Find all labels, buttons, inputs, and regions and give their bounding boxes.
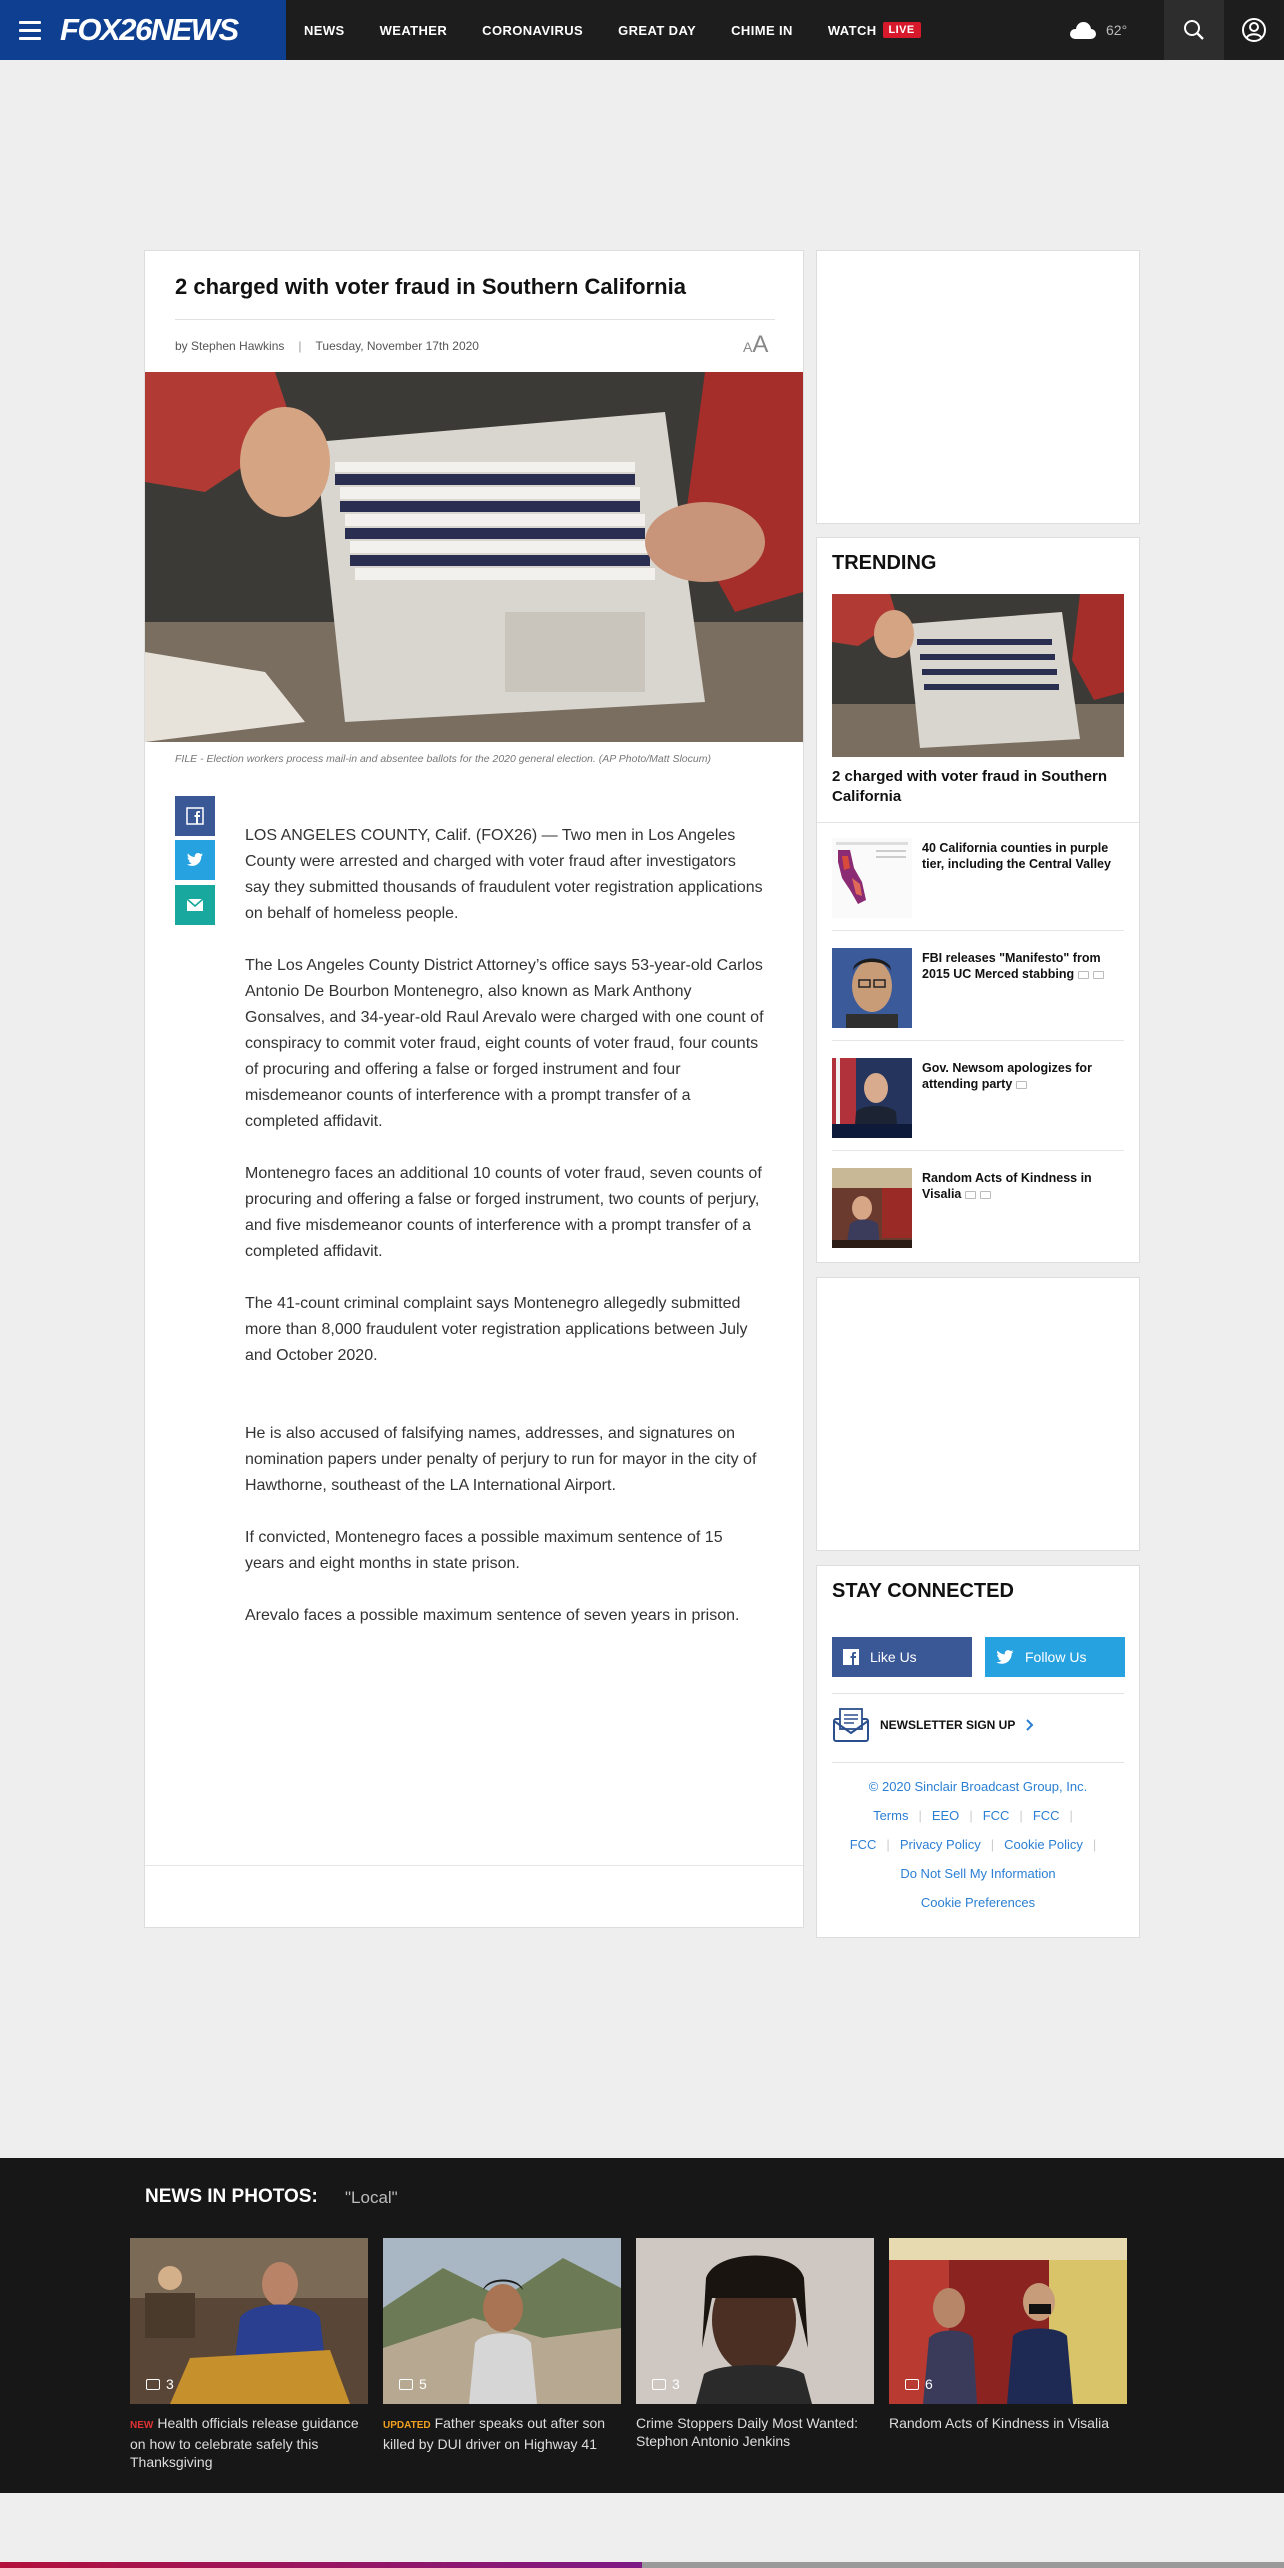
stay-connected-panel	[816, 1565, 1140, 1938]
copyright: © 2020 Sinclair Broadcast Group, Inc.	[868, 1779, 1088, 1794]
trending-item[interactable]	[832, 1168, 1124, 1248]
trending-hero-title[interactable]: 2 charged with voter fraud in Southern California	[832, 768, 1108, 805]
eeo-link[interactable]: EEO	[931, 1808, 960, 1823]
article-card	[144, 250, 804, 1928]
video-icon	[1078, 971, 1089, 979]
trending-item-title	[922, 1170, 1127, 1202]
video-icon	[965, 1191, 976, 1199]
footer-links-row	[817, 1895, 1139, 1910]
hero-image	[145, 372, 803, 742]
gallery-thumbnail	[636, 2238, 874, 2404]
byline-separator: |	[298, 339, 302, 353]
photo-count	[399, 2376, 427, 2392]
trending-item-title-text: Gov. Newsom apologizes for attending party	[922, 1061, 1092, 1091]
live-badge: LIVE	[883, 22, 921, 38]
photo-gallery-card[interactable]	[889, 2238, 1127, 2432]
trending-thumbnail	[832, 948, 912, 1028]
photo-gallery-card[interactable]	[383, 2238, 621, 2453]
camera-icon	[146, 2379, 160, 2390]
video-icon	[1016, 1081, 1027, 1089]
trending-thumbnail	[832, 838, 912, 918]
fcc-link[interactable]: FCC	[1032, 1808, 1060, 1823]
gallery-caption	[383, 2414, 621, 2453]
newsletter-label: NEWSLETTER SIGN UP	[880, 1718, 1016, 1732]
newsletter-signup-link[interactable]	[832, 1707, 1035, 1743]
twitter-follow-button[interactable]	[985, 1637, 1125, 1677]
article-paragraph: Arevalo faces a possible maximum sentence of seven years in prison.	[245, 1607, 740, 1624]
facebook-like-label: Like Us	[870, 1649, 917, 1665]
newsletter-envelope-icon	[832, 1707, 870, 1743]
facebook-like-button[interactable]	[832, 1637, 972, 1677]
article-paragraph: LOS ANGELES COUNTY, Calif. (FOX26) — Two men in Los Angeles County were arrested and charged with voter fraud after investigators say they submitted thousands of fraudulent voter registration applications on behalf of homeless people.	[245, 827, 763, 922]
camera-icon	[905, 2379, 919, 2390]
trending-item-title	[922, 950, 1127, 982]
photo-count-value: 5	[419, 2376, 427, 2392]
trending-item-divider	[832, 1040, 1124, 1041]
trending-item-title-text: Random Acts of Kindness in Visalia	[922, 1171, 1092, 1201]
fcc-link[interactable]: FCC	[849, 1837, 877, 1852]
stay-divider	[832, 1693, 1124, 1694]
cookie-policy-link[interactable]: Cookie Policy	[1004, 1837, 1083, 1852]
photos-heading: NEWS IN PHOTOS:	[145, 2186, 318, 2207]
article-paragraph: If convicted, Montenegro faces a possible maximum sentence of 15 years and eight months in state prison.	[245, 1529, 723, 1572]
trending-item-title-text: FBI releases "Manifesto" from 2015 UC Merced stabbing	[922, 951, 1101, 981]
photos-category: "Local"	[345, 2188, 398, 2207]
trending-item-title: 40 California counties in purple tier, including the Central Valley	[922, 841, 1111, 871]
photo-count	[652, 2376, 680, 2392]
trending-item[interactable]	[832, 838, 1124, 918]
photo-count	[146, 2376, 174, 2392]
brand-block	[0, 0, 286, 60]
publish-date: Tuesday, November 17th 2020	[315, 339, 479, 353]
search-icon	[1183, 19, 1205, 41]
user-icon	[1241, 17, 1267, 43]
byline	[175, 339, 479, 353]
photo-count	[905, 2376, 933, 2392]
trending-divider	[817, 822, 1139, 823]
facebook-icon	[842, 1648, 860, 1666]
stay-divider	[832, 1762, 1124, 1763]
search-button[interactable]	[1164, 0, 1224, 60]
article-paragraph: He is also accused of falsifying names, addresses, and signatures on nomination papers under penalty of perjury to run for mayor in the city of Hawthorne, southeast of the LA International Airport.	[245, 1425, 757, 1494]
account-button[interactable]	[1224, 0, 1284, 60]
trending-item[interactable]	[832, 948, 1124, 1028]
gallery-caption: Random Acts of Kindness in Visalia	[889, 2415, 1109, 2431]
camera-icon	[399, 2379, 413, 2390]
image-caption: FILE - Election workers process mail-in and absentee ballots for the 2020 general election. (AP Photo/Matt Slocum)	[175, 753, 711, 765]
article-footer-divider	[145, 1865, 803, 1866]
article-paragraph: Montenegro faces an additional 10 counts of voter fraud, seven counts of procuring and offering a false or forged instrument, two counts of perjury, and five misdemeanor counts of interference with a prompt transfer of a completed affidavit.	[245, 1165, 762, 1260]
title-divider	[175, 319, 775, 320]
twitter-icon	[186, 852, 204, 868]
trending-item-title	[922, 1060, 1127, 1092]
comment-icon	[1093, 971, 1104, 979]
trending-item[interactable]	[832, 1058, 1124, 1138]
do-not-sell-link[interactable]: Do Not Sell My Information	[900, 1866, 1056, 1881]
trending-heading: TRENDING	[832, 552, 937, 574]
footer-links-row	[817, 1866, 1139, 1881]
chevron-right-icon	[1025, 1719, 1035, 1731]
gallery-thumbnail	[130, 2238, 368, 2404]
trending-hero-image[interactable]	[832, 594, 1124, 757]
share-twitter-button[interactable]	[175, 840, 215, 880]
share-email-button[interactable]	[175, 885, 215, 925]
updated-badge: UPDATED	[383, 2420, 431, 2431]
cloud-icon	[1068, 21, 1098, 39]
sidebar-ad-slot	[816, 1277, 1140, 1551]
photo-gallery-card[interactable]	[130, 2238, 368, 2471]
top-navigation-bar	[0, 0, 1284, 60]
stay-connected-heading: STAY CONNECTED	[832, 1580, 1014, 1602]
nav-coronavirus[interactable]: CORONAVIRUS	[482, 22, 584, 38]
nav-great-day[interactable]: GREAT DAY	[618, 22, 697, 38]
cookie-preferences-link[interactable]: Cookie Preferences	[920, 1895, 1036, 1910]
twitter-icon	[995, 1649, 1015, 1666]
temperature: 62°	[1106, 22, 1128, 38]
photo-count-value: 3	[166, 2376, 174, 2392]
facebook-icon	[186, 807, 204, 825]
sidebar-ad-slot	[816, 250, 1140, 524]
trending-item-divider	[832, 1150, 1124, 1151]
nav-weather[interactable]: WEATHER	[379, 22, 448, 38]
envelope-icon	[186, 898, 204, 912]
footer-links-row: Terms | EEO | FCC | FCC |	[873, 1808, 1073, 1823]
twitter-follow-label: Follow Us	[1025, 1649, 1087, 1665]
nav-news[interactable]: NEWS	[304, 22, 345, 38]
share-facebook-button[interactable]	[175, 796, 215, 836]
terms-link[interactable]: Terms	[873, 1808, 909, 1823]
article-title: 2 charged with voter fraud in Southern California	[175, 274, 686, 299]
gallery-caption: Crime Stoppers Daily Most Wanted: Stephon Antonio Jenkins	[636, 2415, 858, 2449]
new-badge: NEW	[130, 2420, 154, 2431]
nav-watch-label: WATCH	[827, 22, 877, 38]
fcc-link[interactable]: FCC	[982, 1808, 1010, 1823]
footer-links-row: FCC | Privacy Policy | Cookie Policy |	[849, 1837, 1097, 1852]
trending-thumbnail	[832, 1168, 912, 1248]
trending-thumbnail	[832, 1058, 912, 1138]
news-in-photos-strip	[0, 2158, 1284, 2493]
trending-panel	[816, 537, 1140, 1263]
nav-watch-live[interactable]	[828, 22, 921, 38]
font-size-toggle-icon[interactable]: AA	[743, 331, 769, 358]
bottom-color-bar	[0, 2562, 1284, 2568]
article-paragraph: The Los Angeles County District Attorney’s office says 53-year-old Carlos Antonio De Bourbon Montenegro, also known as Mark Anthony Gonsalves, and 34-year-old Raul Arevalo were charged with one count of conspiracy to commit voter fraud, eight counts of voter fraud, four counts of procuring and offering a false or forged instrument and four misdemeanor counts of interference with a prompt transfer of a completed affidavit.	[245, 957, 764, 1130]
gallery-thumbnail	[383, 2238, 621, 2404]
photo-count-value: 6	[925, 2376, 933, 2392]
nav-chime-in[interactable]: CHIME IN	[731, 22, 793, 38]
site-logo[interactable]: FOX26NEWS	[60, 12, 238, 47]
gallery-caption	[130, 2414, 368, 2471]
photo-count-value: 3	[672, 2376, 680, 2392]
menu-icon[interactable]	[0, 0, 60, 60]
camera-icon	[652, 2379, 666, 2390]
gallery-thumbnail	[889, 2238, 1127, 2404]
gallery-caption-text: Health officials release guidance on how to celebrate safely this Thanksgiving	[130, 2415, 359, 2470]
comment-icon	[980, 1191, 991, 1199]
article-paragraph: The 41-count criminal complaint says Montenegro allegedly submitted more than 8,000 fraudulent voter registration applications between July and October 2020.	[245, 1295, 748, 1364]
privacy-policy-link[interactable]: Privacy Policy	[899, 1837, 981, 1852]
author[interactable]: by Stephen Hawkins	[175, 339, 285, 353]
weather-widget[interactable]	[1068, 0, 1127, 60]
article-body	[245, 823, 765, 1655]
main-nav	[286, 0, 921, 60]
trending-item-divider	[832, 930, 1124, 931]
gallery-caption-text: Father speaks out after son killed by DUI driver on Highway 41	[383, 2415, 606, 2452]
photo-gallery-card[interactable]	[636, 2238, 874, 2450]
